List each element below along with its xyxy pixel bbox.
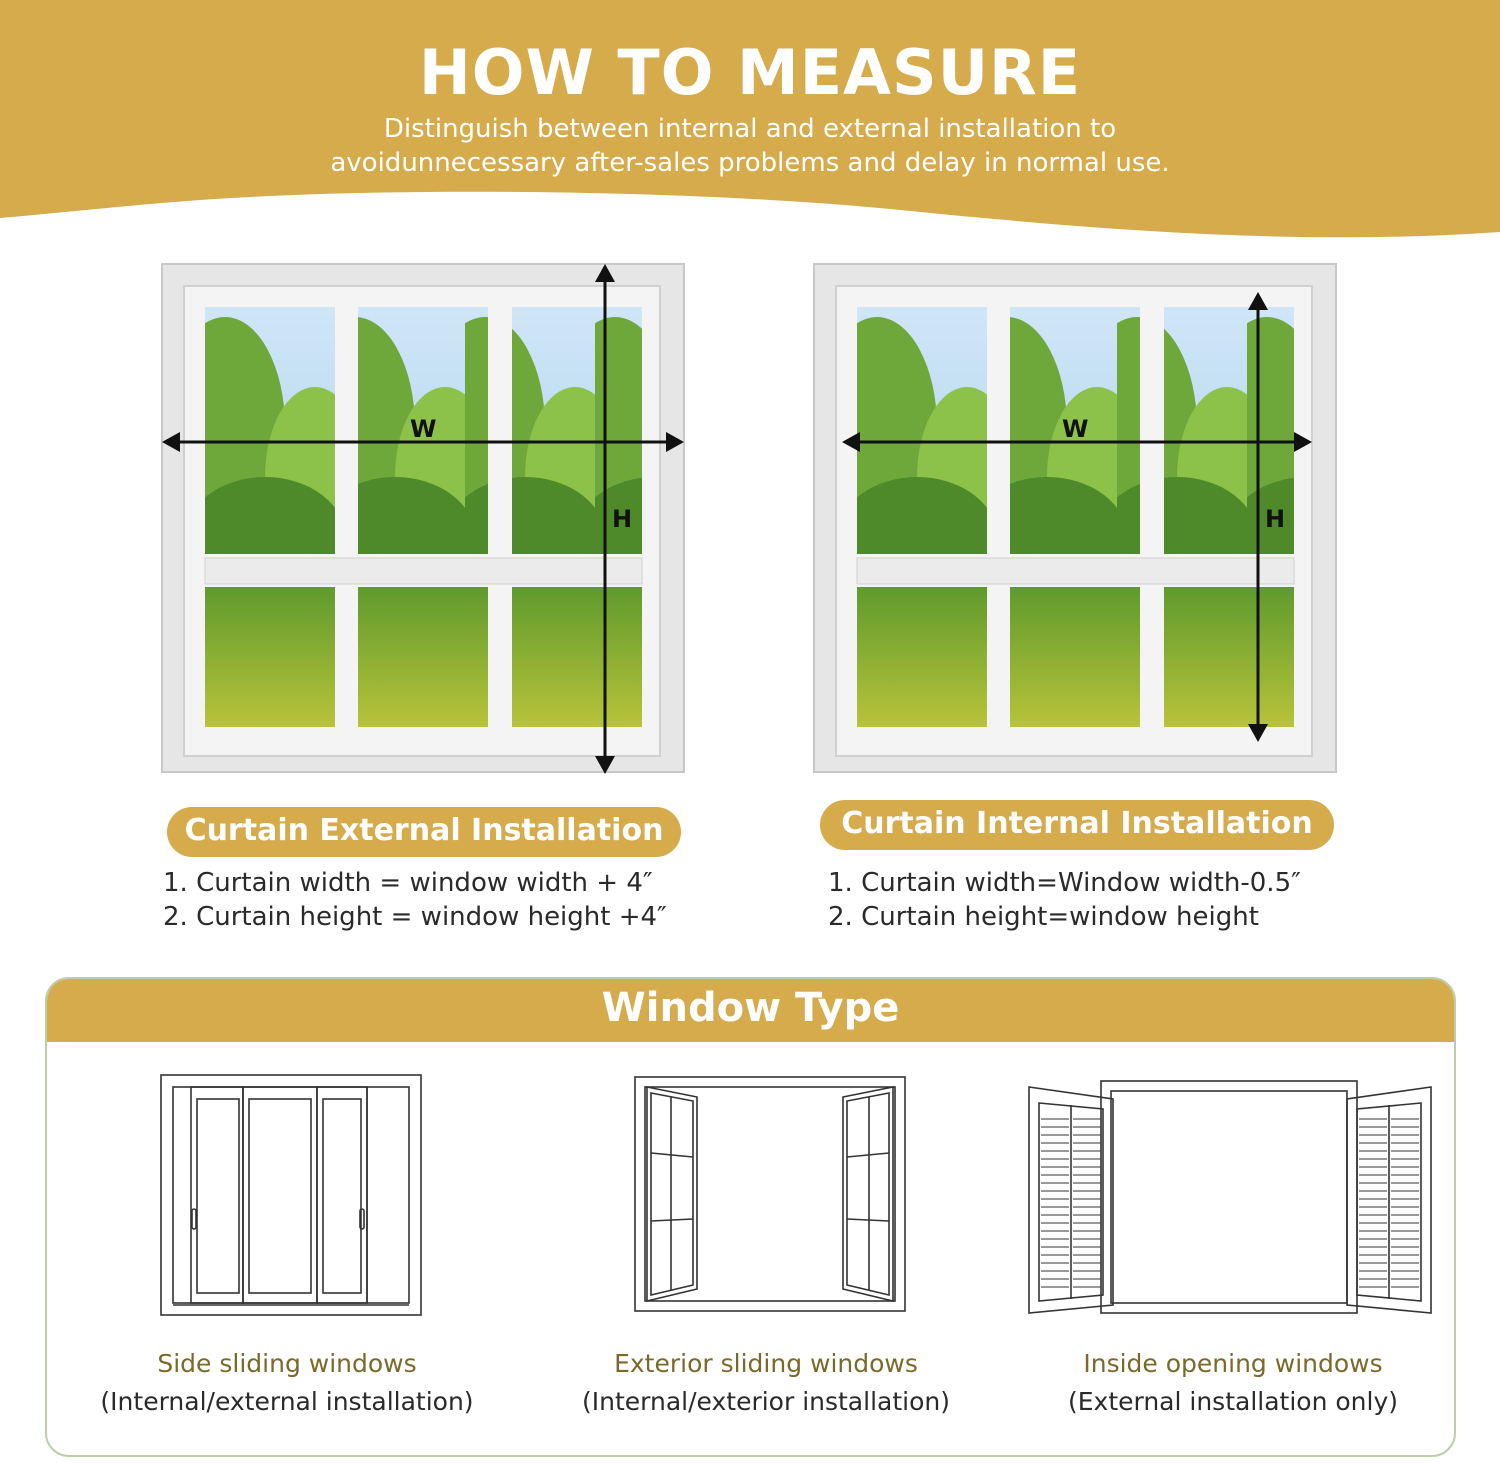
sliding-window-icon xyxy=(159,1073,423,1317)
width-marker: W xyxy=(1062,415,1089,443)
type-name-side-sliding: Side sliding windows xyxy=(157,1349,417,1378)
subtitle-line-1: Distinguish between internal and external installation to xyxy=(383,114,1117,144)
height-marker: H xyxy=(1265,505,1286,533)
type-note-inside-opening: (External installation only) xyxy=(1067,1387,1399,1416)
external-width-rule: 1. Curtain width = window width + 4″ xyxy=(163,868,653,898)
type-name-inside-opening: Inside opening windows xyxy=(1083,1349,1383,1378)
height-marker: H xyxy=(612,505,633,533)
type-note-exterior-sliding: (Internal/exterior installation) xyxy=(582,1387,950,1416)
internal-height-rule: 2. Curtain height=window height xyxy=(828,902,1259,932)
external-installation-label: Curtain External Installation xyxy=(167,807,681,857)
type-name-exterior-sliding: Exterior sliding windows xyxy=(614,1349,918,1378)
subtitle-line-2: avoidunnecessary after-sales problems and delay in normal use. xyxy=(330,148,1170,178)
width-marker: W xyxy=(410,415,437,443)
shutter-window-icon xyxy=(1025,1079,1435,1315)
window-type-title: Window Type xyxy=(601,985,900,1031)
external-window-illustration xyxy=(160,262,690,777)
internal-window-illustration xyxy=(812,262,1342,777)
type-note-side-sliding: (Internal/external installation) xyxy=(100,1387,474,1416)
internal-width-rule: 1. Curtain width=Window width-0.5″ xyxy=(828,868,1301,898)
internal-installation-label: Curtain Internal Installation xyxy=(820,800,1334,850)
external-height-rule: 2. Curtain height = window height +4″ xyxy=(163,902,667,932)
casement-window-icon xyxy=(633,1075,907,1315)
window-type-panel xyxy=(45,977,1456,1457)
page-title: HOW TO MEASURE xyxy=(418,36,1082,109)
